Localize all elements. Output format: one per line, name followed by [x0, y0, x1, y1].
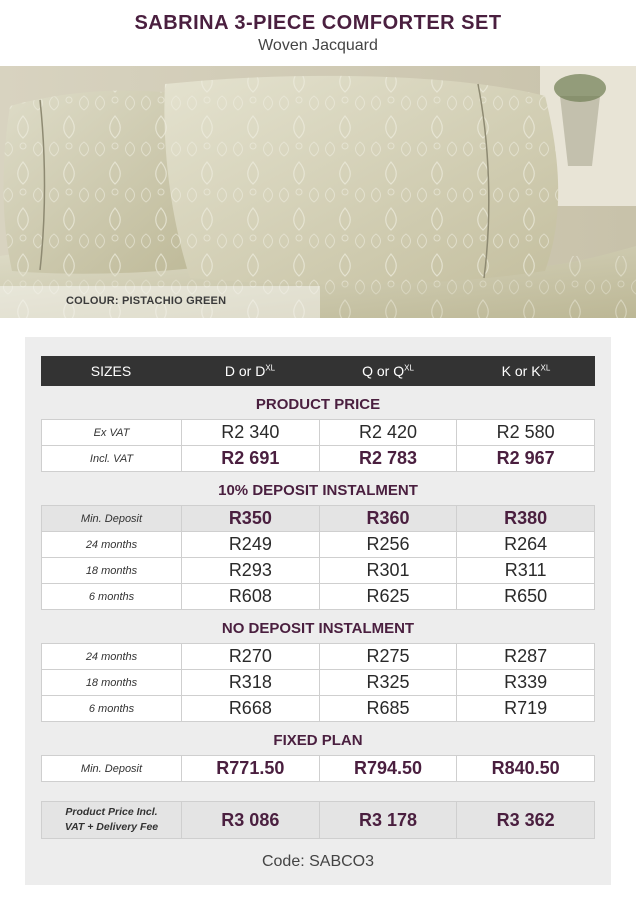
price-cell: R275 [319, 644, 457, 670]
fixed-plan-table [41, 755, 595, 782]
size-column-double: D or $D^{XL}$ [224, 363, 276, 379]
pricing-card [25, 337, 611, 885]
price-cell: R2 967 [457, 446, 595, 472]
row-label: 24 months [42, 532, 182, 558]
row-label: 18 months [42, 670, 182, 696]
price-cell: R293 [182, 558, 320, 584]
table-row [42, 532, 595, 558]
product-photo [0, 66, 636, 318]
price-cell: R650 [457, 584, 595, 610]
product-price-table [41, 419, 595, 472]
price-cell: R287 [457, 644, 595, 670]
table-row [42, 802, 595, 839]
price-cell: R719 [457, 696, 595, 722]
price-cell: R2 420 [319, 420, 457, 446]
price-cell: R625 [319, 584, 457, 610]
section-title-no-deposit-instalment: NO DEPOSIT INSTALMENT [221, 620, 415, 637]
price-cell: R685 [319, 696, 457, 722]
price-cell: R3 362 [457, 802, 595, 839]
deposit-instalment-table [41, 505, 595, 610]
table-row [42, 756, 595, 782]
price-cell: R270 [182, 644, 320, 670]
no-deposit-instalment-table [41, 643, 595, 722]
price-cell: R2 580 [457, 420, 595, 446]
price-cell: R3 086 [182, 802, 320, 839]
table-row [42, 696, 595, 722]
table-row [42, 506, 595, 532]
section-title-product-price: PRODUCT PRICE [255, 396, 381, 413]
price-cell: R339 [457, 670, 595, 696]
price-cell: R2 783 [319, 446, 457, 472]
row-label: Ex VAT [42, 420, 182, 446]
row-label: 18 months [42, 558, 182, 584]
row-label: 24 months [42, 644, 182, 670]
product-code: Code: SABCO3 [261, 853, 375, 870]
price-cell: R380 [457, 506, 595, 532]
price-cell: R2 691 [182, 446, 320, 472]
sizes-header-bar [41, 356, 595, 386]
price-cell: R249 [182, 532, 320, 558]
price-cell: R350 [182, 506, 320, 532]
sizes-label: SIZES [90, 363, 132, 379]
row-label: 6 months [42, 696, 182, 722]
size-column-queen: Q or $Q^{XL}$ [362, 363, 414, 379]
price-cell: R318 [182, 670, 320, 696]
price-cell: R608 [182, 584, 320, 610]
price-cell: R840.50 [457, 756, 595, 782]
product-title: SABRINA 3-PIECE COMFORTER SET [134, 12, 502, 34]
table-row [42, 446, 595, 472]
comforter-illustration [0, 66, 636, 318]
price-cell: R794.50 [319, 756, 457, 782]
table-row [42, 420, 595, 446]
row-label: Min. Deposit [42, 756, 182, 782]
row-label: Incl. VAT [42, 446, 182, 472]
price-cell: R3 178 [319, 802, 457, 839]
table-row [42, 558, 595, 584]
colour-label: COLOUR: PISTACHIO GREEN [66, 295, 227, 307]
row-label: Product Price Incl. VAT + Delivery Fee [42, 802, 182, 839]
row-label: Min. Deposit [42, 506, 182, 532]
row-label: 6 months [42, 584, 182, 610]
table-row [42, 670, 595, 696]
product-subtitle: Woven Jacquard [258, 37, 378, 54]
section-title-fixed-plan: FIXED PLAN [273, 732, 363, 749]
price-cell: R311 [457, 558, 595, 584]
price-cell: R668 [182, 696, 320, 722]
total-price-table [41, 801, 595, 839]
size-column-king: K or $K^{XL}$ [501, 363, 551, 379]
price-cell: R360 [319, 506, 457, 532]
price-cell: R2 340 [182, 420, 320, 446]
table-row [42, 584, 595, 610]
table-row [42, 644, 595, 670]
price-cell: R256 [319, 532, 457, 558]
header [0, 0, 636, 66]
price-cell: R771.50 [182, 756, 320, 782]
price-cell: R264 [457, 532, 595, 558]
section-title-deposit-instalment: 10% DEPOSIT INSTALMENT [218, 482, 418, 499]
price-cell: R301 [319, 558, 457, 584]
price-cell: R325 [319, 670, 457, 696]
